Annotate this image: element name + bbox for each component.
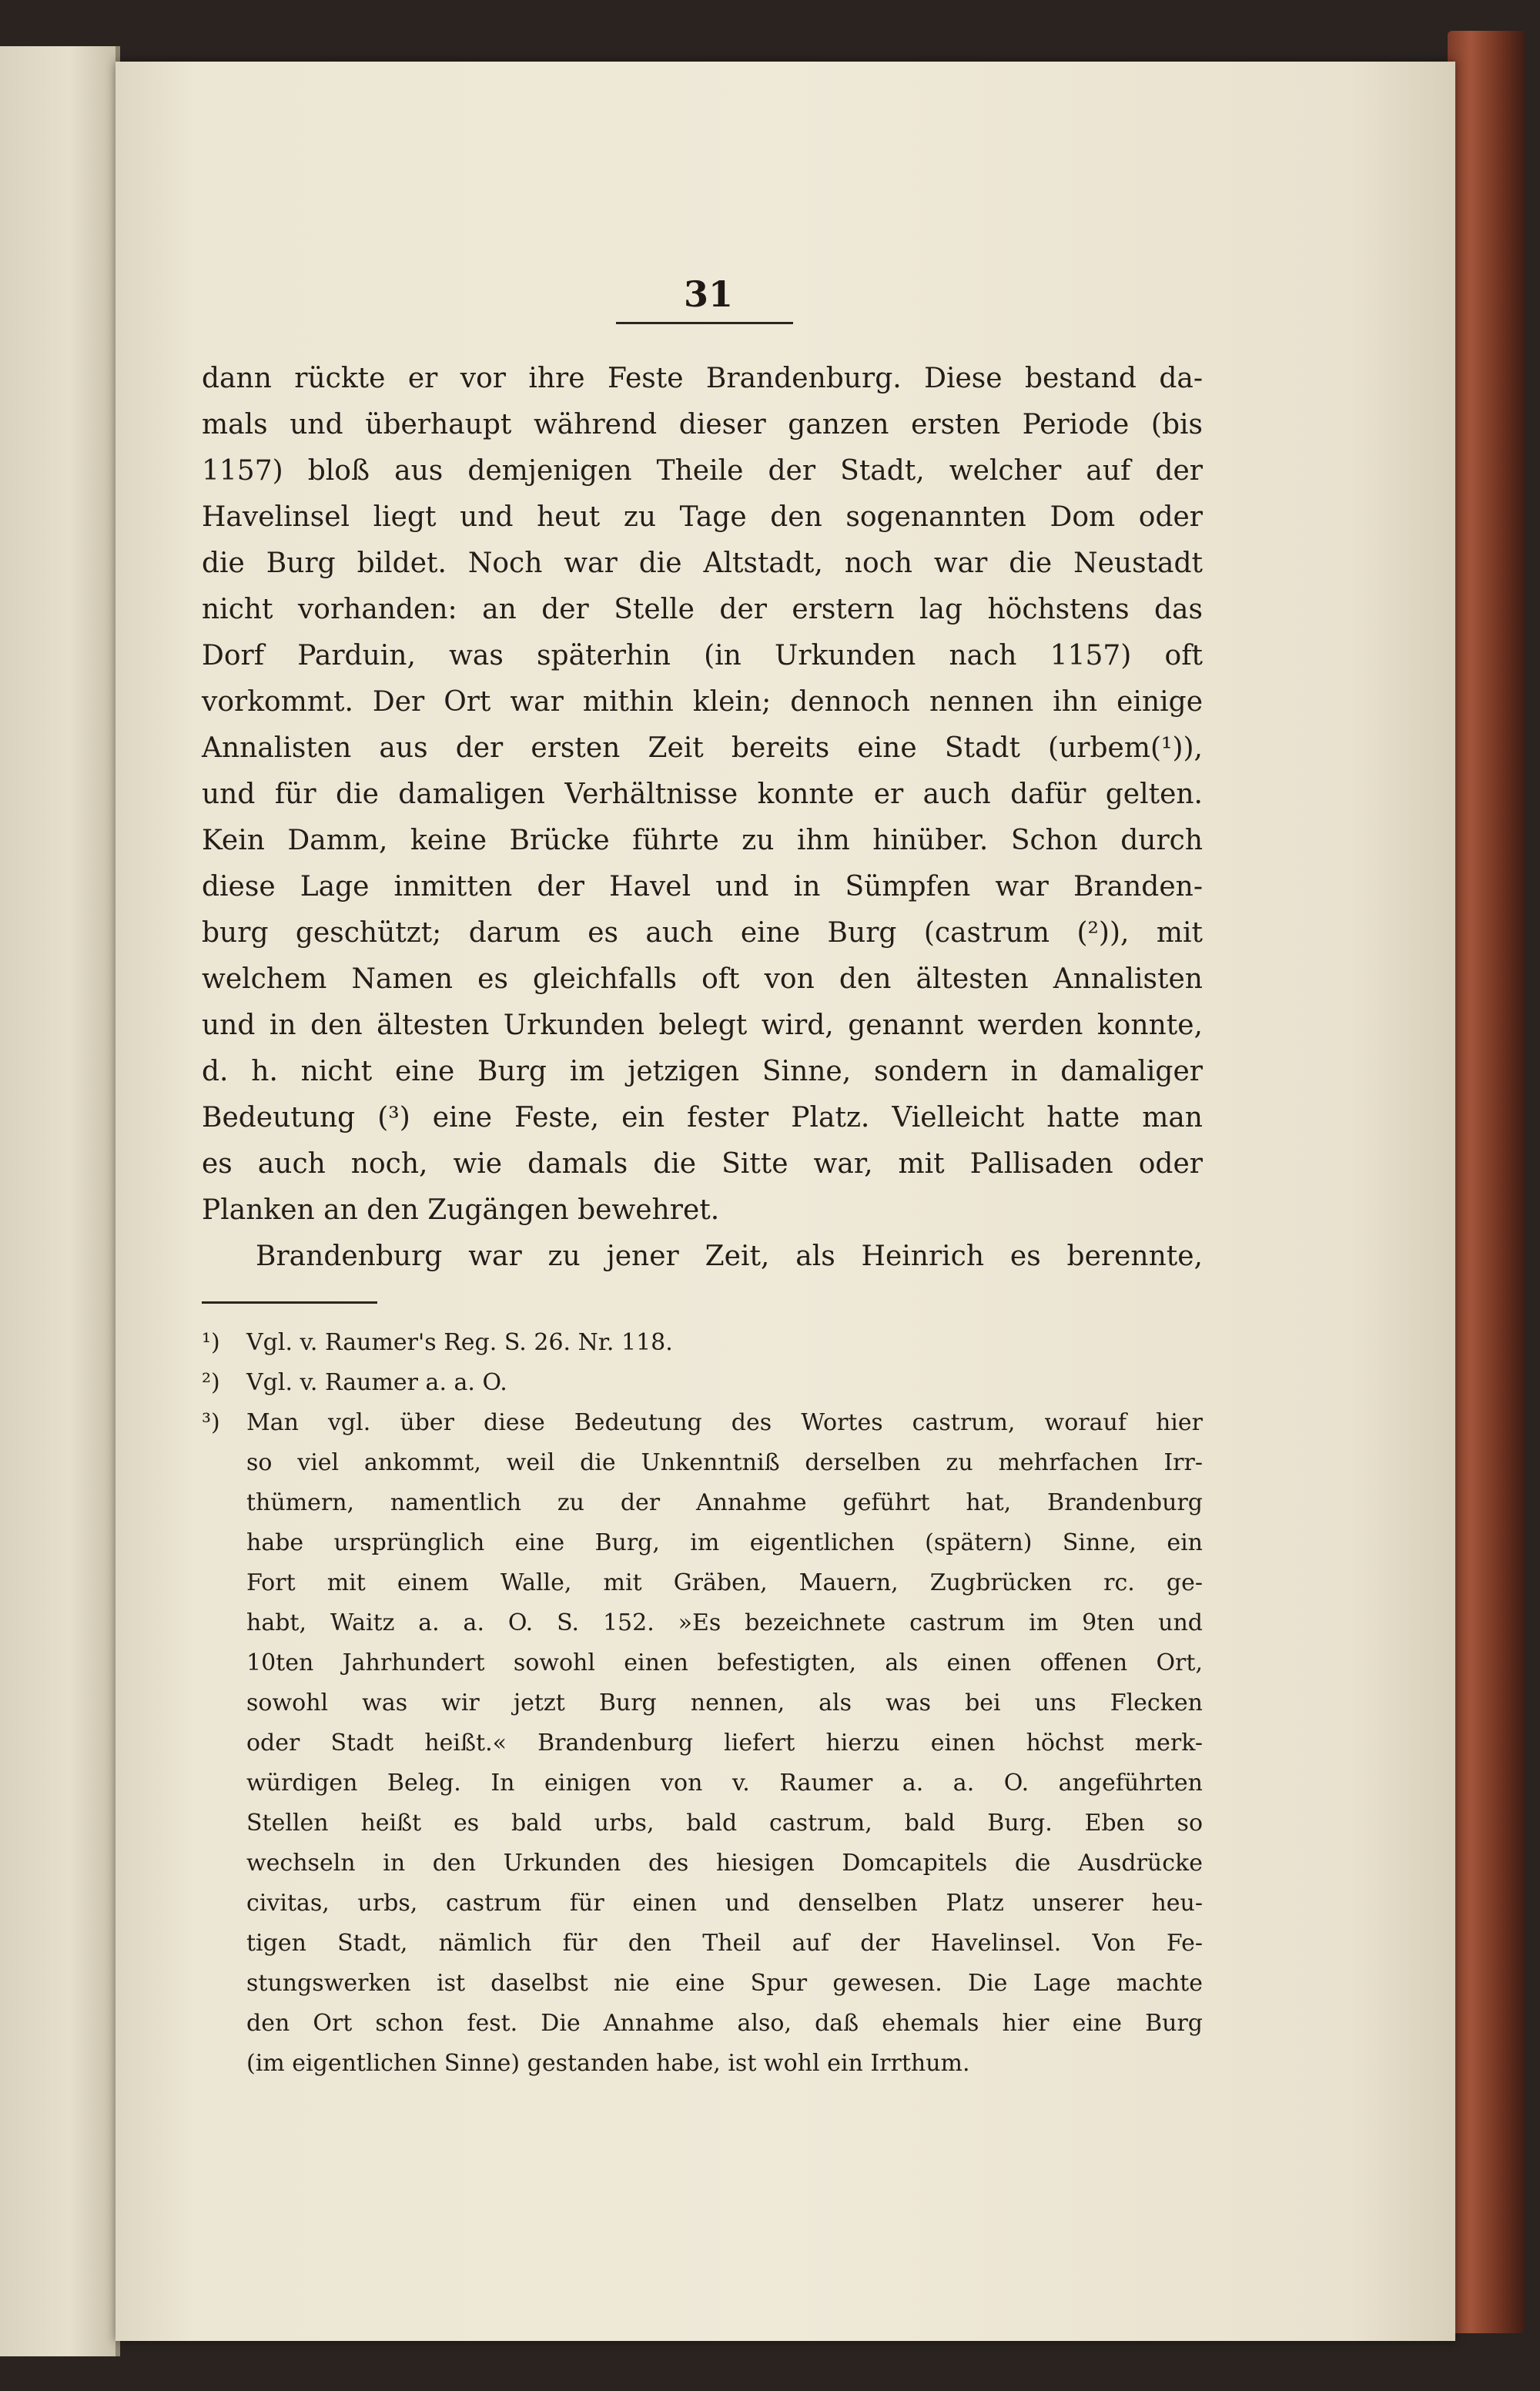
body-line: es auch noch, wie damals die Sitte war, mit Pallisaden oder <box>202 1148 1203 1180</box>
footnote-line <box>202 1563 1203 1603</box>
footnote-line <box>202 1683 1203 1723</box>
body-line: mals und überhaupt während dieser ganzen ersten Periode (bis <box>202 409 1203 440</box>
body-line: burg geschützt; darum es auch eine Burg (castrum (²)), mit <box>202 917 1203 949</box>
body-line: Kein Damm, keine Brücke führte zu ihm hinüber. Schon durch <box>202 825 1203 856</box>
footnote-marker: ²) <box>202 1369 220 1396</box>
footnote-text: habe ursprünglich eine Burg, im eigentlichen (spätern) Sinne, ein <box>246 1529 1203 1556</box>
footnote-line <box>202 1523 1203 1563</box>
footnote-line <box>202 1363 1203 1403</box>
footnote-line <box>202 1443 1203 1483</box>
body-line: diese Lage inmitten der Havel und in Sümpfen war Branden- <box>202 871 1203 902</box>
footnote-text: 10ten Jahrhundert sowohl einen befestigten, als einen offenen Ort, <box>246 1649 1203 1676</box>
footnote-line <box>202 1964 1203 2004</box>
body-line: Havelinsel liegt und heut zu Tage den sogenannten Dom oder <box>202 501 1203 533</box>
footnote-line <box>202 1483 1203 1523</box>
footnote-text: Vgl. v. Raumer a. a. O. <box>246 1369 507 1396</box>
footnote-line <box>202 1723 1203 1763</box>
footnote-line <box>202 1843 1203 1884</box>
footnote-text: thümern, namentlich zu der Annahme geführt hat, Brandenburg <box>246 1489 1203 1516</box>
body-text <box>202 356 1203 1280</box>
body-line: und für die damaligen Verhältnisse konnte er auch dafür gelten. <box>202 779 1203 810</box>
body-line: nicht vorhanden: an der Stelle der erstern lag höchstens das <box>202 594 1203 625</box>
body-line: Dorf Parduin, was späterhin (in Urkunden nach 1157) oft <box>202 640 1203 671</box>
footnote-line <box>202 2044 1203 2084</box>
body-line: Bedeutung (³) eine Feste, ein fester Platz. Vielleicht hatte man <box>202 1102 1203 1134</box>
body-line: welchem Namen es gleichfalls oft von den ältesten Annalisten <box>202 963 1203 995</box>
footnotes <box>202 1323 1203 2084</box>
body-line: und in den ältesten Urkunden belegt wird, genannt werden konnte, <box>202 1010 1203 1041</box>
body-line: vorkommt. Der Ort war mithin klein; dennoch nennen ihn einige <box>202 686 1203 718</box>
book-cover-edge <box>1448 31 1525 2333</box>
footnote-line <box>202 1763 1203 1803</box>
body-line: dann rückte er vor ihre Feste Brandenburg. Diese bestand da- <box>202 363 1203 394</box>
footnote-line <box>202 2004 1203 2044</box>
footnote-text: Fort mit einem Walle, mit Gräben, Mauern, Zugbrücken rc. ge- <box>246 1569 1203 1596</box>
left-facing-page <box>0 46 120 2356</box>
footnote-text: tigen Stadt, nämlich für den Theil auf der Havelinsel. Von Fe- <box>246 1930 1203 1957</box>
body-line: Brandenburg war zu jener Zeit, als Heinrich es berennte, <box>256 1241 1203 1272</box>
footnote-text: sowohl was wir jetzt Burg nennen, als was bei uns Flecken <box>246 1689 1203 1716</box>
page-number: 31 <box>683 273 733 315</box>
body-line: 1157) bloß aus demjenigen Theile der Stadt, welcher auf der <box>202 455 1203 487</box>
footnote-text: Stellen heißt es bald urbs, bald castrum, bald Burg. Eben so <box>246 1810 1203 1837</box>
footnote-text: wechseln in den Urkunden des hiesigen Domcapitels die Ausdrücke <box>246 1850 1203 1877</box>
body-line: d. h. nicht eine Burg im jetzigen Sinne, sondern in damaliger <box>202 1056 1203 1087</box>
footnote-line <box>202 1643 1203 1683</box>
footnote-line <box>202 1603 1203 1643</box>
footnote-marker: ³) <box>202 1409 220 1436</box>
footnote-line <box>202 1803 1203 1843</box>
footnote-text: Man vgl. über diese Bedeutung des Wortes castrum, worauf hier <box>246 1409 1203 1436</box>
footnote-text: (im eigentlichen Sinne) gestanden habe, ist wohl ein Irrthum. <box>246 2050 970 2077</box>
footnote-text: Vgl. v. Raumer's Reg. S. 26. Nr. 118. <box>246 1329 673 1356</box>
footnote-line <box>202 1323 1203 1363</box>
body-line: Annalisten aus der ersten Zeit bereits eine Stadt (urbem(¹)), <box>202 732 1203 764</box>
body-line: Planken an den Zugängen bewehret. <box>202 1194 720 1226</box>
footnote-rule <box>202 1301 377 1304</box>
footnote-text: stungswerken ist daselbst nie eine Spur gewesen. Die Lage machte <box>246 1970 1203 1997</box>
footnote-text: oder Stadt heißt.« Brandenburg liefert hierzu einen höchst merk- <box>246 1730 1203 1756</box>
footnote-line <box>202 1884 1203 1924</box>
footnote-text: habt, Waitz a. a. O. S. 152. »Es bezeichnete castrum im 9ten und <box>246 1609 1203 1636</box>
footnote-line <box>202 1924 1203 1964</box>
footnote-marker: ¹) <box>202 1329 220 1356</box>
page-number-rule <box>616 322 793 324</box>
footnote-text: civitas, urbs, castrum für einen und denselben Platz unserer heu- <box>246 1890 1203 1917</box>
body-line: die Burg bildet. Noch war die Altstadt, noch war die Neustadt <box>202 548 1203 579</box>
footnote-text: den Ort schon fest. Die Annahme also, daß ehemals hier eine Burg <box>246 2010 1203 2037</box>
footnote-line <box>202 1403 1203 1443</box>
footnote-text: so viel ankommt, weil die Unkenntniß derselben zu mehrfachen Irr- <box>246 1449 1203 1476</box>
footnote-text: würdigen Beleg. In einigen von v. Raumer a. a. O. angeführten <box>246 1770 1203 1797</box>
